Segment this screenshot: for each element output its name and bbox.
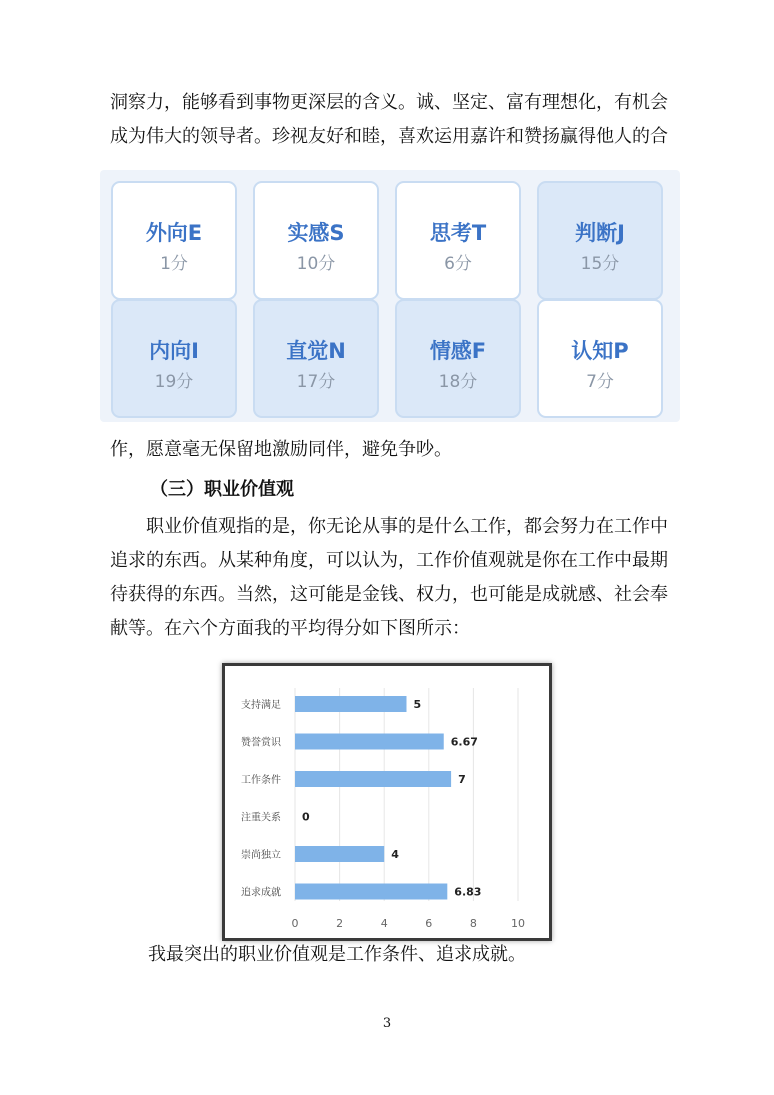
value-label: 0: [302, 810, 310, 824]
mbti-type-label: 判断J: [575, 221, 625, 245]
bar: [295, 884, 447, 900]
bar: [295, 734, 444, 750]
career-values-chart: [222, 663, 552, 941]
mbti-tile-n: [253, 299, 379, 418]
text-line: 追求的东西。从某种角度，可以认为，工作价值观就是你在工作中最期: [110, 550, 668, 571]
section-heading: （三）职业价值观: [150, 479, 294, 500]
value-label: 4: [391, 848, 399, 861]
mbti-score-grid: [100, 170, 680, 422]
category-label: 工作条件: [241, 775, 281, 786]
mbti-type-label: 思考T: [429, 221, 487, 245]
page-number: 3: [382, 1016, 392, 1031]
x-tick-label: 0: [291, 917, 299, 930]
x-tick-label: 10: [511, 917, 525, 930]
bar: [295, 846, 384, 862]
x-tick-label: 4: [380, 917, 388, 930]
mbti-tile-i: [111, 299, 237, 418]
paragraph-continuation: [110, 433, 680, 467]
mbti-score: 6分: [444, 254, 472, 274]
closing-sentence: 我最突出的职业价值观是工作条件、追求成就。: [148, 944, 526, 965]
mbti-type-label: 直觉N: [286, 339, 346, 363]
mbti-type-label: 实感S: [287, 221, 345, 245]
mbti-type-label: 情感F: [429, 339, 487, 363]
paragraph-intro: [110, 86, 680, 154]
mbti-tile-j: [537, 181, 663, 300]
mbti-tile-e: [111, 181, 237, 300]
mbti-score: 7分: [586, 372, 614, 392]
value-label: 7: [458, 773, 466, 786]
bar: [295, 696, 407, 712]
bar: [295, 771, 451, 787]
text-line: 作，愿意毫无保留地激励同伴，避免争吵。: [110, 439, 452, 460]
x-tick-label: 8: [469, 917, 477, 930]
mbti-score: 17分: [296, 372, 336, 392]
mbti-type-label: 外向E: [145, 221, 203, 245]
bar-chart: [225, 666, 549, 938]
mbti-score: 18分: [438, 372, 478, 392]
category-label: 崇尚独立: [241, 850, 281, 861]
mbti-tile-p: [537, 299, 663, 418]
text-line: 洞察力，能够看到事物更深层的含义。诚、坚定、富有理想化，有机会: [110, 92, 668, 113]
paragraph-career-values: [110, 510, 680, 646]
mbti-tile-f: [395, 299, 521, 418]
text-line: 职业价值观指的是，你无论从事的是什么工作，都会努力在工作中: [146, 516, 668, 537]
text-line: 献等。在六个方面我的平均得分如下图所示：: [110, 618, 470, 639]
category-label: 追求成就: [241, 887, 281, 899]
mbti-score: 1分: [160, 254, 188, 274]
value-label: 6.83: [454, 885, 482, 899]
value-label: 5: [413, 698, 422, 711]
mbti-tile-t: [395, 181, 521, 300]
category-label: 支持满足: [241, 700, 281, 711]
x-tick-label: 2: [336, 917, 344, 930]
mbti-score: 15分: [580, 254, 620, 274]
mbti-type-label: 认知P: [571, 339, 629, 363]
mbti-score: 10分: [296, 254, 336, 274]
value-label: 6.67: [450, 735, 478, 749]
text-line: 待获得的东西。当然，这可能是金钱、权力，也可能是成就感、社会奉: [110, 584, 668, 605]
category-label: 赞誉赏识: [241, 737, 281, 749]
x-tick-label: 6: [425, 917, 433, 930]
mbti-tile-s: [253, 181, 379, 300]
mbti-type-label: 内向I: [149, 339, 199, 363]
mbti-score: 19分: [154, 372, 194, 392]
text-line: 成为伟大的领导者。珍视友好和睦，喜欢运用嘉许和赞扬赢得他人的合: [110, 126, 668, 147]
category-label: 注重关系: [241, 812, 281, 824]
